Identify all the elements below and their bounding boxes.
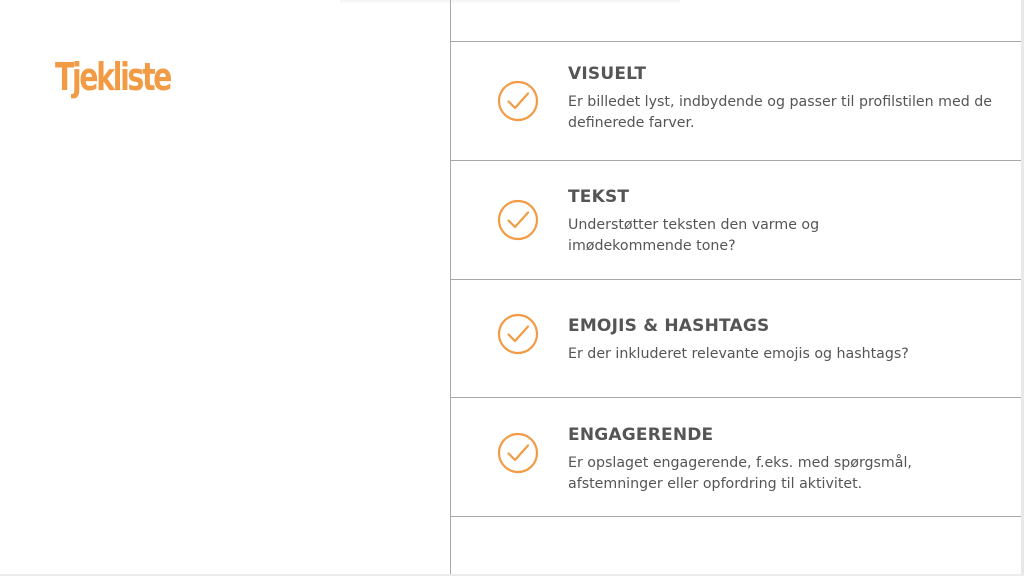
checkmark-circle-icon — [497, 313, 539, 355]
checkmark-circle-icon — [497, 432, 539, 474]
item-heading: ENGAGERENDE — [568, 425, 714, 445]
item-description: Understøtter teksten den varme og imødekommende tone? — [568, 217, 820, 254]
item-description: Er der inkluderet relevante emojis og hashtags? — [568, 346, 909, 362]
row-divider — [450, 41, 1022, 42]
item-heading: TEKST — [568, 187, 630, 207]
checkmark-circle-icon — [497, 199, 539, 241]
checklist — [450, 0, 1022, 576]
page-title: Tjekliste — [55, 55, 171, 99]
row-divider — [450, 516, 1022, 517]
row-divider — [450, 279, 1022, 280]
checkmark-circle-icon — [497, 80, 539, 122]
item-description: Er billedet lyst, indbydende og passer til profilstilen med de definerede farver. — [568, 94, 992, 131]
row-divider — [450, 397, 1022, 398]
item-heading: EMOJIS & HASHTAGS — [568, 316, 770, 336]
item-heading: VISUELT — [568, 64, 647, 84]
row-divider — [450, 160, 1022, 161]
item-description: Er opslaget engagerende, f.eks. med spørgsmål, afstemninger eller opfordring til aktivitet. — [568, 455, 912, 492]
